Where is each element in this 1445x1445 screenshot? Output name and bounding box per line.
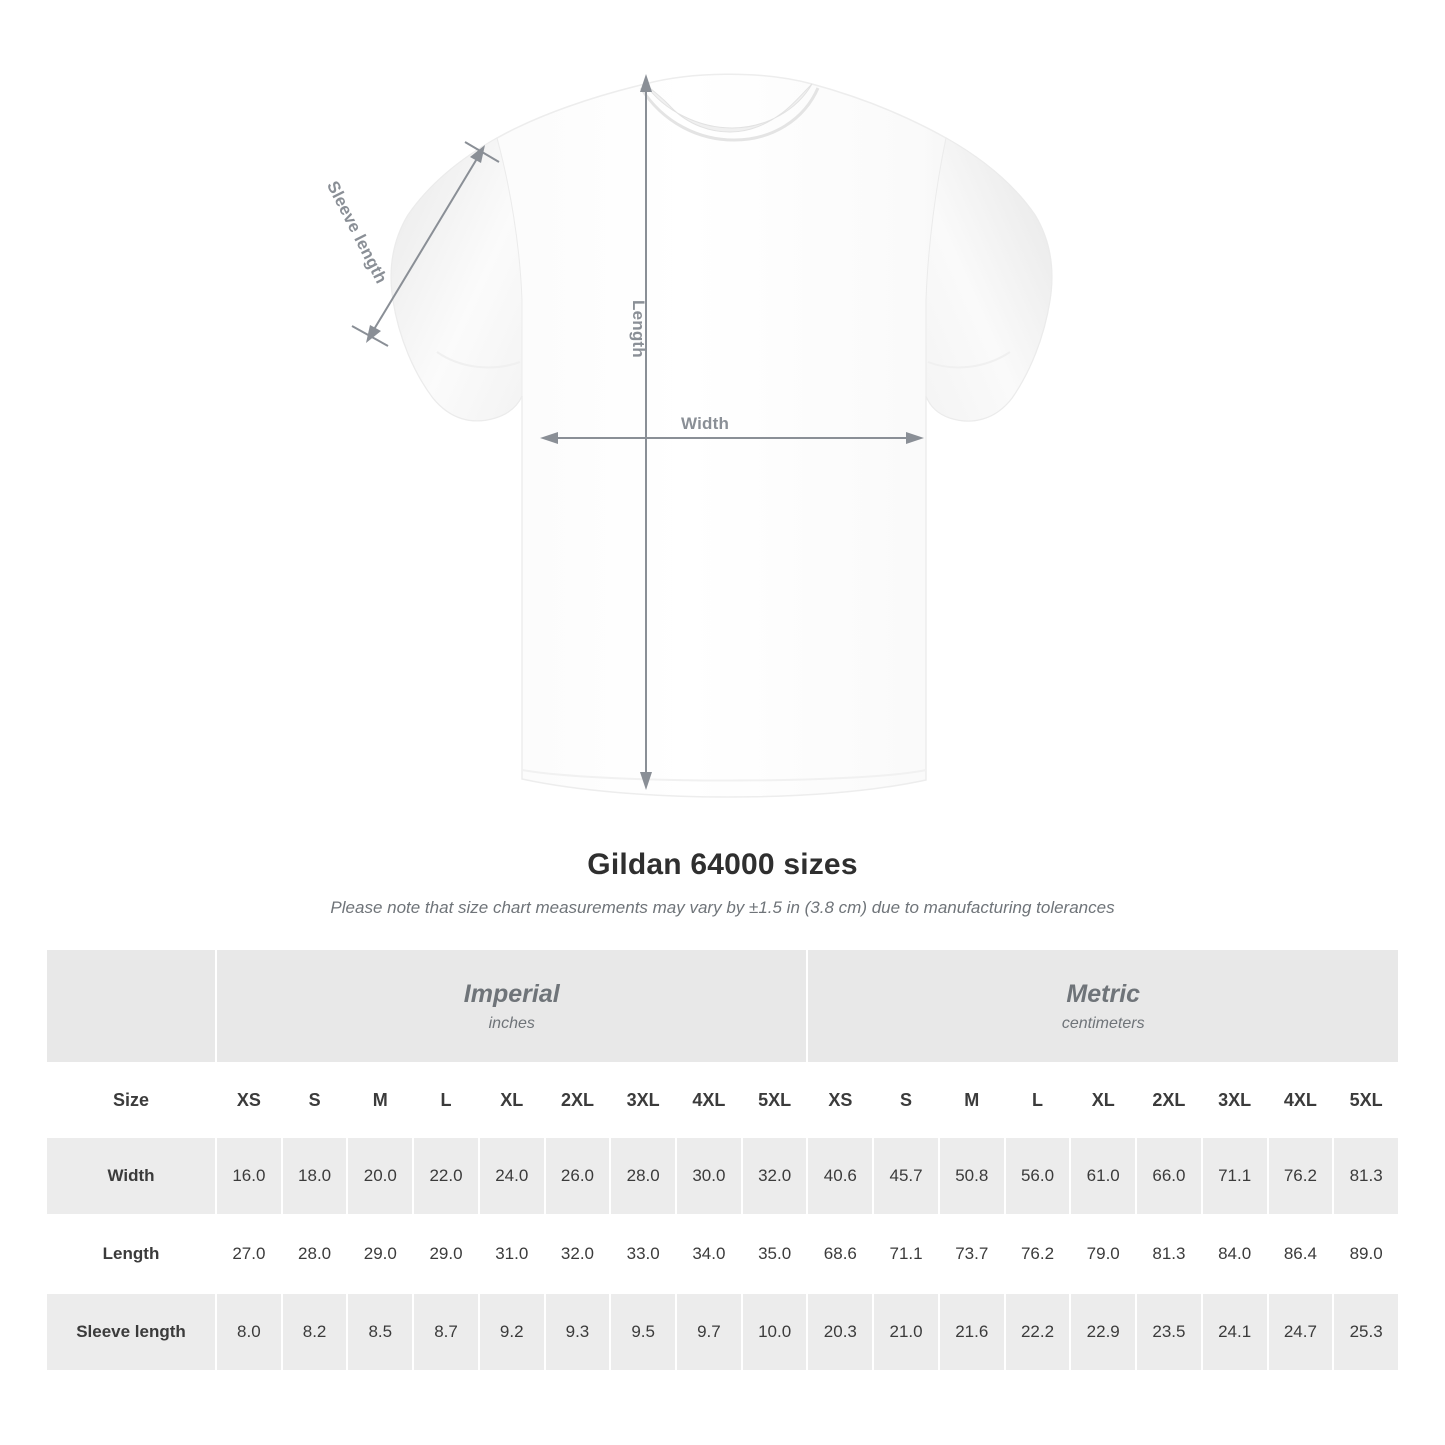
size-header-row — [46, 1063, 1399, 1137]
cell: 32.0 — [545, 1215, 611, 1293]
size-col-header: L — [1005, 1063, 1071, 1137]
cell: 84.0 — [1202, 1215, 1268, 1293]
cell: 32.0 — [742, 1137, 808, 1215]
cell: 71.1 — [873, 1215, 939, 1293]
metric-sub: centimeters — [1061, 1015, 1145, 1032]
cell: 24.7 — [1268, 1293, 1334, 1371]
size-col-header: 5XL — [742, 1063, 808, 1137]
corner-cell — [46, 949, 216, 1063]
size-col-header: 2XL — [1136, 1063, 1202, 1137]
size-col-header: XS — [807, 1063, 873, 1137]
width-label: Width — [681, 414, 730, 433]
imperial-name: Imperial — [463, 980, 560, 1008]
cell: 33.0 — [610, 1215, 676, 1293]
cell: 9.3 — [545, 1293, 611, 1371]
cell: 27.0 — [216, 1215, 282, 1293]
size-table — [45, 948, 1400, 1372]
cell: 22.0 — [413, 1137, 479, 1215]
size-col-header: L — [413, 1063, 479, 1137]
cell: 24.0 — [479, 1137, 545, 1215]
cell: 66.0 — [1136, 1137, 1202, 1215]
title-block — [0, 848, 1445, 918]
cell: 30.0 — [676, 1137, 742, 1215]
tolerance-note: Please note that size chart measurements may vary by ±1.5 in (3.8 cm) due to manufacturing tolerances — [330, 898, 1115, 917]
cell: 86.4 — [1268, 1215, 1334, 1293]
cell: 16.0 — [216, 1137, 282, 1215]
cell: 8.2 — [282, 1293, 348, 1371]
cell: 25.3 — [1333, 1293, 1399, 1371]
size-col-header: 4XL — [676, 1063, 742, 1137]
cell: 45.7 — [873, 1137, 939, 1215]
cell: 81.3 — [1333, 1137, 1399, 1215]
size-col-header: XL — [479, 1063, 545, 1137]
cell: 8.0 — [216, 1293, 282, 1371]
cell: 81.3 — [1136, 1215, 1202, 1293]
cell: 18.0 — [282, 1137, 348, 1215]
size-col-header: S — [873, 1063, 939, 1137]
cell: 9.2 — [479, 1293, 545, 1371]
cell: 21.6 — [939, 1293, 1005, 1371]
size-col-header: 3XL — [610, 1063, 676, 1137]
cell: 26.0 — [545, 1137, 611, 1215]
size-col-header: M — [347, 1063, 413, 1137]
cell: 50.8 — [939, 1137, 1005, 1215]
cell: 10.0 — [742, 1293, 808, 1371]
metric-header — [807, 949, 1399, 1063]
table-row — [46, 1293, 1399, 1371]
imperial-header — [216, 949, 807, 1063]
cell: 28.0 — [282, 1215, 348, 1293]
cell: 29.0 — [413, 1215, 479, 1293]
cell: 89.0 — [1333, 1215, 1399, 1293]
cell: 73.7 — [939, 1215, 1005, 1293]
cell: 68.6 — [807, 1215, 873, 1293]
size-col-header: S — [282, 1063, 348, 1137]
size-col-header: 4XL — [1268, 1063, 1334, 1137]
unit-header-row — [46, 949, 1399, 1063]
imperial-sub: inches — [488, 1015, 535, 1032]
table-row — [46, 1137, 1399, 1215]
cell: 56.0 — [1005, 1137, 1071, 1215]
row-label-sleeve-length: Sleeve length — [46, 1293, 216, 1371]
table-row — [46, 1215, 1399, 1293]
size-col-header: XL — [1070, 1063, 1136, 1137]
cell: 40.6 — [807, 1137, 873, 1215]
page-title: Gildan 64000 sizes — [587, 848, 858, 881]
cell: 22.9 — [1070, 1293, 1136, 1371]
cell: 61.0 — [1070, 1137, 1136, 1215]
cell: 20.0 — [347, 1137, 413, 1215]
cell: 71.1 — [1202, 1137, 1268, 1215]
cell: 76.2 — [1268, 1137, 1334, 1215]
row-label-width: Width — [46, 1137, 216, 1215]
metric-name: Metric — [1066, 980, 1141, 1008]
cell: 34.0 — [676, 1215, 742, 1293]
length-label: Length — [629, 300, 648, 358]
size-col-header: 5XL — [1333, 1063, 1399, 1137]
cell: 8.5 — [347, 1293, 413, 1371]
cell: 22.2 — [1005, 1293, 1071, 1371]
cell: 8.7 — [413, 1293, 479, 1371]
cell: 24.1 — [1202, 1293, 1268, 1371]
cell: 79.0 — [1070, 1215, 1136, 1293]
size-header-label: Size — [46, 1063, 216, 1137]
cell: 23.5 — [1136, 1293, 1202, 1371]
sleeve-length-label: Sleeve length — [323, 178, 391, 287]
cell: 20.3 — [807, 1293, 873, 1371]
cell: 76.2 — [1005, 1215, 1071, 1293]
size-col-header: M — [939, 1063, 1005, 1137]
cell: 28.0 — [610, 1137, 676, 1215]
size-col-header: XS — [216, 1063, 282, 1137]
size-col-header: 3XL — [1202, 1063, 1268, 1137]
size-table-wrapper — [45, 948, 1400, 1372]
row-label-length: Length — [46, 1215, 216, 1293]
size-col-header: 2XL — [545, 1063, 611, 1137]
cell: 29.0 — [347, 1215, 413, 1293]
cell: 21.0 — [873, 1293, 939, 1371]
cell: 35.0 — [742, 1215, 808, 1293]
cell: 9.7 — [676, 1293, 742, 1371]
cell: 9.5 — [610, 1293, 676, 1371]
cell: 31.0 — [479, 1215, 545, 1293]
